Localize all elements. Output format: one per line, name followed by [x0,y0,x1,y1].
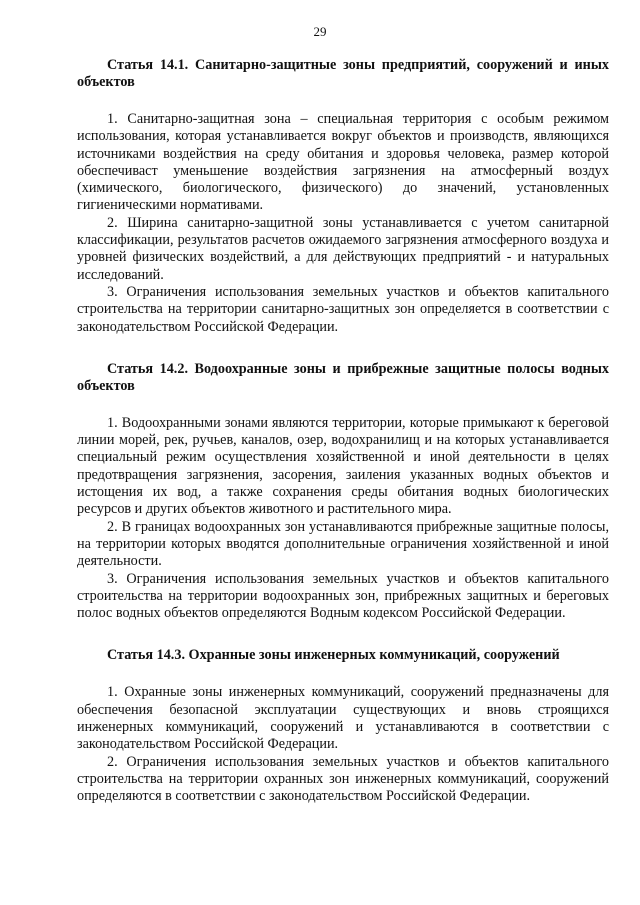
paragraph: 2. В границах водоохранных зон устанавливаются прибрежные защитные полосы, на территории которых вводятся дополнительные ограничения хозяйственной и иной деятельности. [77,518,609,570]
article-heading: Статья 14.2. Водоохранные зоны и прибрежные защитные полосы водных объектов [77,360,609,394]
article-heading: Статья 14.1. Санитарно-защитные зоны предприятий, сооружений и иных объектов [77,57,609,90]
paragraph: 1. Санитарно-защитная зона – специальная территория с особым режимом использования, которая устанавливается вокруг объектов и производств, являющихся источниками воздействия на среду обитания и здоровья человека, размер которой обеспечиваст уменьшение воздействия загрязнения на атмосферный воздух (химического, биологического, физического) до значений, установленных гигиеническими нормативами. [77,111,609,214]
article-14-2 [77,361,609,623]
article-14-1 [77,57,609,336]
article-14-3 [77,647,609,805]
paragraph: 3. Ограничения использования земельных участков и объектов капитального строительства на территории водоохранных зон, прибрежных защитных и береговых полос водных объектов определяются Водным кодексом Российской Федерации. [77,570,609,622]
paragraph: 3. Ограничения использования земельных участков и объектов капитального строительства на территории санитарно-защитных зон определяется в соответствии с законодательством Российской Федерации. [77,283,609,335]
article-heading: Статья 14.3. Охранные зоны инженерных коммуникаций, сооружений [107,647,560,664]
document-body [77,57,609,831]
page-number: 29 [313,24,327,39]
paragraph: 2. Ширина санитарно-защитной зоны устанавливается с учетом санитарной классификации, результатов расчетов ожидаемого загрязнения атмосферного воздуха и уровней физических воздействий, а для действующих предприятий - и натуральных исследований. [77,214,609,283]
paragraph: 1. Водоохранными зонами являются территории, которые примыкают к береговой линии морей, рек, ручьев, каналов, озер, водохранилищ и на которых устанавливается специальный режим осуществления хозяйственной и иной деятельности в целях предотвращения загрязнения, засорения, заиления указанных водных объектов и истощения их вод, а также сохранения среды обитания водных биологических ресурсов и других объектов животного и растительного мира. [77,414,609,518]
paragraph: 2. Ограничения использования земельных участков и объектов капитального строительства на территории охранных зон инженерных коммуникаций, сооружений определяются в соответствии с законодательством Российской Федерации. [77,753,609,805]
paragraph: 1. Охранные зоны инженерных коммуникаций, сооружений предназначены для обеспечения безопасной эксплуатации существующих и вновь строящихся инженерных коммуникаций, сооружений и устанавливаются в соответствии с законодательством Российской Федерации. [77,684,609,753]
